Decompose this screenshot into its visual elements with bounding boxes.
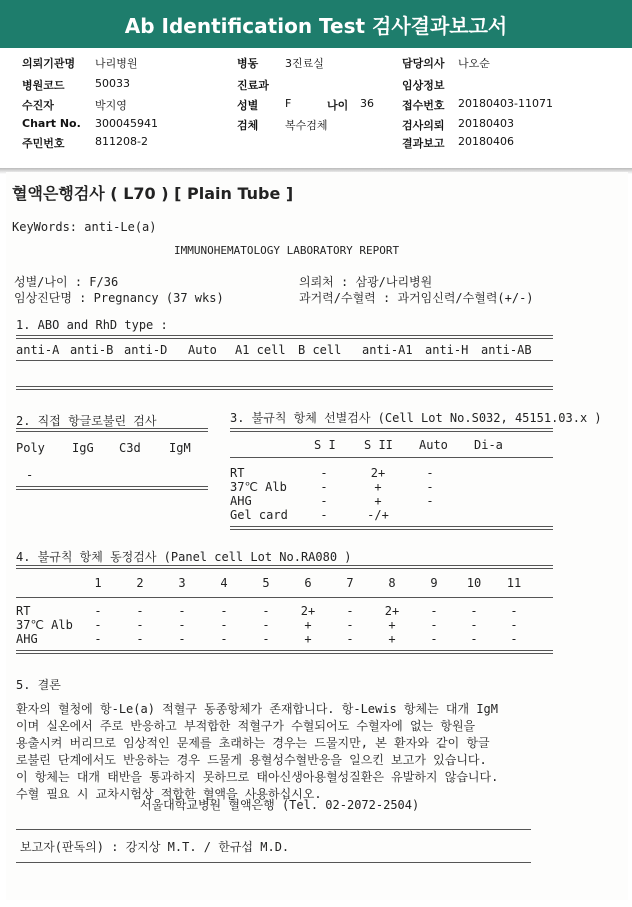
institution-label: 의뢰기관명	[22, 57, 76, 70]
abo-col: anti-A	[16, 343, 60, 357]
abo-col: anti-D	[124, 343, 168, 357]
dat-title: 2. 직접 항글로불린 검사	[16, 414, 157, 428]
divider	[16, 597, 553, 598]
panel-cell: -	[346, 604, 354, 618]
panel-cell: -	[220, 618, 228, 632]
screen-cell: -	[320, 494, 328, 508]
divider	[16, 428, 208, 432]
chart-no-value: 300045941	[95, 117, 158, 130]
panel-cell: -	[262, 632, 270, 646]
screen-cell: +	[374, 494, 382, 508]
panel-phase: 37℃ Alb	[16, 618, 73, 632]
conclusion-line: 용출시켜 버리므로 임상적인 문제를 초래하는 경우는 드물지만, 본 환자와 같이 항글	[16, 736, 490, 750]
panel-col: 3	[178, 576, 186, 590]
patient-label: 수진자	[22, 99, 54, 112]
panel-cell: -	[510, 632, 518, 646]
abo-col: B cell	[298, 343, 342, 357]
screen-col: Auto	[419, 438, 448, 452]
patient-value: 박지영	[95, 99, 127, 112]
panel-cell: -	[470, 632, 478, 646]
panel-cell: -	[220, 632, 228, 646]
hospital-code-value: 50033	[95, 77, 130, 90]
screen-cell: -	[320, 508, 328, 522]
accession-label: 접수번호	[402, 99, 445, 112]
resident-no-value: 811208-2	[95, 135, 148, 148]
screen-col: S II	[364, 438, 393, 452]
hospital-contact: 서울대학교병원 혈액은행 (Tel. 02-2072-2504)	[140, 798, 420, 812]
specimen-value: 복수검체	[285, 119, 328, 132]
request-date-value: 20180403	[458, 117, 514, 130]
divider	[230, 457, 553, 458]
scanned-report	[6, 172, 628, 900]
dat-col: Poly	[16, 441, 45, 455]
conclusion-line: 수혈 필요 시 교차시험상 적합한 혈액을 사용하십시오.	[16, 787, 322, 801]
age-value: 36	[360, 97, 374, 110]
screen-col: S I	[314, 438, 336, 452]
dat-col: IgG	[72, 441, 94, 455]
abo-title: 1. ABO and RhD type :	[16, 318, 168, 332]
reporter: 보고자(판독의) : 강지상 M.T. / 한규섭 M.D.	[20, 840, 290, 854]
sex-value: F	[285, 97, 292, 110]
panel-cell: -	[94, 604, 102, 618]
diagnosis: 임상진단명 : Pregnancy (37 wks)	[14, 291, 224, 305]
dat-col: IgM	[169, 441, 191, 455]
panel-cell: -	[262, 604, 270, 618]
screen-phase: AHG	[230, 494, 252, 508]
clinical-info-label: 임상정보	[402, 79, 445, 92]
panel-cell: -	[94, 618, 102, 632]
panel-cell: +	[304, 618, 312, 632]
panel-cell: -	[510, 618, 518, 632]
report-date-value: 20180406	[458, 135, 514, 148]
panel-cell: -	[346, 618, 354, 632]
panel-cell: -	[430, 604, 438, 618]
divider	[16, 486, 208, 490]
screen-phase: RT	[230, 466, 245, 480]
panel-cell: -	[346, 632, 354, 646]
abo-col: anti-H	[425, 343, 469, 357]
panel-col: 4	[220, 576, 228, 590]
panel-cell: -	[178, 632, 186, 646]
screen-phase: 37℃ Alb	[230, 480, 287, 494]
age-label: 나이	[327, 99, 349, 112]
requester: 의뢰처 : 삼광/나리병원	[299, 275, 433, 289]
panel-cell: -	[470, 618, 478, 632]
screen-cell: -	[320, 480, 328, 494]
panel-phase: AHG	[16, 632, 38, 646]
ward-label: 병동	[237, 57, 259, 70]
doctor-value: 나오순	[458, 57, 490, 70]
chart-no-label: Chart No.	[22, 117, 81, 130]
panel-cell: 2+	[384, 604, 400, 618]
divider	[16, 565, 553, 569]
screen-cell: -	[426, 494, 434, 508]
specimen-label: 검체	[237, 119, 259, 132]
panel-cell: -	[470, 604, 478, 618]
conclusion-line: 이 항체는 대개 태반을 통과하지 못하므로 태아신생아용혈성질환은 유발하지 않습니다.	[16, 770, 499, 784]
panel-col: 10	[466, 576, 482, 590]
panel-cell: -	[178, 604, 186, 618]
panel-col: 1	[94, 576, 102, 590]
dat-result: -	[26, 468, 34, 482]
conclusion-line: 이며 실온에서 주로 반응하고 부적합한 적혈구가 수혈되어도 수혈자에 없는 항원을	[16, 719, 476, 733]
screen-cell: +	[374, 480, 382, 494]
panel-col: 7	[346, 576, 354, 590]
lab-title: IMMUNOHEMATOLOGY LABORATORY REPORT	[174, 244, 400, 257]
panel-cell: -	[136, 632, 144, 646]
divider	[230, 526, 553, 530]
panel-col: 5	[262, 576, 270, 590]
panel-cell: +	[388, 632, 396, 646]
panel-cell: +	[304, 632, 312, 646]
abo-col: anti-A1	[362, 343, 413, 357]
ward-value: 3진료실	[285, 57, 324, 70]
abo-col: anti-B	[70, 343, 114, 357]
panel-phase: RT	[16, 604, 31, 618]
transfusion-history: 과거력/수혈력 : 과거임신력/수혈력(+/-)	[299, 291, 534, 305]
panel-cell: -	[136, 604, 144, 618]
panel-col: 2	[136, 576, 144, 590]
resident-no-label: 주민번호	[22, 137, 65, 150]
panel-col: 8	[388, 576, 396, 590]
panel-title: 4. 불규칙 항체 동정검사 (Panel cell Lot No.RA080 )	[16, 550, 352, 564]
abo-col: anti-AB	[481, 343, 532, 357]
report-title: Ab Identification Test 검사결과보고서	[0, 0, 632, 48]
keywords: KeyWords: anti-Le(a)	[12, 220, 157, 234]
hospital-code-label: 병원코드	[22, 79, 65, 92]
divider	[16, 386, 553, 390]
sex-label: 성별	[237, 99, 259, 112]
panel-col: 9	[430, 576, 438, 590]
report-date-label: 결과보고	[402, 137, 445, 150]
panel-col: 6	[304, 576, 312, 590]
conclusion-line: 환자의 혈청에 항-Le(a) 적혈구 동종항체가 존재합니다. 항-Lewis 항체는 대개 IgM	[16, 702, 499, 716]
screen-phase: Gel card	[230, 508, 288, 522]
panel-cell: +	[388, 618, 396, 632]
panel-cell: -	[220, 604, 228, 618]
report-header	[0, 48, 632, 168]
conclusion-title: 5. 결론	[16, 678, 61, 692]
panel-cell: -	[430, 618, 438, 632]
divider	[230, 428, 553, 432]
panel-cell: 2+	[300, 604, 316, 618]
institution-value: 나리병원	[95, 57, 138, 70]
panel-cell: -	[94, 632, 102, 646]
abo-col: Auto	[188, 343, 217, 357]
panel-cell: -	[178, 618, 186, 632]
sex-age: 성별/나이 : F/36	[14, 275, 119, 289]
panel-cell: -	[136, 618, 144, 632]
screen-cell: -	[320, 466, 328, 480]
divider	[16, 360, 553, 361]
panel-col: 11	[506, 576, 522, 590]
screen-title: 3. 불규칙 항체 선별검사 (Cell Lot No.S032, 45151.03.x )	[230, 411, 602, 425]
panel-cell: -	[510, 604, 518, 618]
divider	[16, 862, 531, 863]
dat-col: C3d	[119, 441, 141, 455]
panel-cell: -	[430, 632, 438, 646]
divider	[16, 650, 553, 654]
screen-cell: -	[426, 466, 434, 480]
request-date-label: 검사의뢰	[402, 119, 445, 132]
screen-cell: -/+	[367, 508, 389, 522]
screen-cell: -	[426, 480, 434, 494]
conclusion-line: 로불린 단계에서도 반응하는 경우 드물게 용혈성수혈반응을 일으킨 보고가 있습니다.	[16, 753, 487, 767]
abo-col: A1 cell	[235, 343, 286, 357]
divider	[16, 829, 531, 830]
panel-cell: -	[262, 618, 270, 632]
doctor-label: 담당의사	[402, 57, 445, 70]
divider	[16, 335, 553, 339]
screen-col: Di-a	[474, 438, 503, 452]
screen-cell: 2+	[370, 466, 386, 480]
accession-value: 20180403-11071	[458, 97, 553, 110]
report-heading: 혈액은행검사 ( L70 ) [ Plain Tube ]	[12, 184, 294, 203]
department-label: 진료과	[237, 79, 269, 92]
